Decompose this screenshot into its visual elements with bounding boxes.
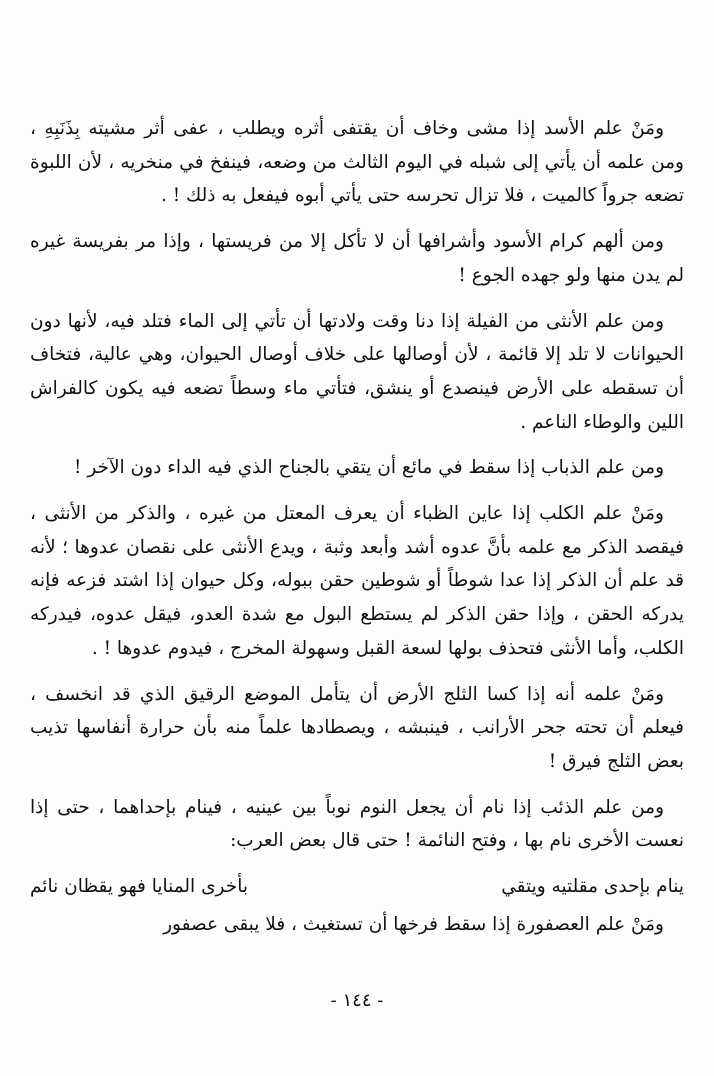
paragraph-fly: ومن علم الذباب إذا سقط في مائع أن يتقي بالجناح الذي فيه الداء دون الآخر ! — [74, 457, 664, 479]
verse-hemistich-first: ينام بإحدى مقلتيه ويتقي — [501, 876, 684, 898]
poetry-verse — [30, 870, 684, 904]
paragraph-dog: ومَنْ علم الكلب إذا عاين الظباء أن يعرف المعتل من غيره ، والذكر من الأنثى ، فيقصد الذكر مع علمه بأنَّ عدوه أشد وأبعد وثبة ، ويدع الأنثى على نقصان عدوها ؛ لأنه قد علم أن الذكر إذا عدا شوطاً أو شوطين حقن ببوله، وكل حيوان إذا اشتد فزعه فإنه يدركه الحقن ، وإذا حقن الذكر لم يستطع البول مع شدة العدو، فيقل عدوه، فيدركه الكلب، وأما الأنثى فتحذف بولها لسعة القبل وسهولة المخرج ، فيدوم عدوها ! . — [30, 503, 684, 659]
paragraph-snow-hares: ومَنْ علمه أنه إذا كسا الثلج الأرض أن يتأمل الموضع الرقيق الذي قد انخسف ، فيعلم أن تحته جحر الأرانب ، فينبشه ، ويصطادها علماً منه بأن حرارة أنفاسها تذيب بعض الثلج فيرق ! — [30, 683, 684, 772]
verse-hemistich-second: بأخرى المنايا فهو يقظان نائم — [30, 876, 248, 898]
paragraph-lion: ومَنْ علم الأسد إذا مشى وخاف أن يقتفى أثره ويطلب ، عفى أثر مشيته بِذَنَبِهِ ، ومن علمه أن يأتي إلى شبله في اليوم الثالث من وضعه، فينفخ في منخريه ، لأن اللبوة تضعه جرواً كالميت ، فلا تزال تحرسه حتى يأتي أبوه فيفعل به ذلك ! . — [30, 118, 684, 207]
body-text — [30, 112, 684, 941]
paragraph-noble-lions: ومن ألهم كرام الأسود وأشرافها أن لا تأكل إلا من فريستها ، وإذا مر بفريسة غيره لم يدن منها ولو جهده الجوع ! — [30, 231, 684, 286]
paragraph-sparrow: ومَنْ علم العصفورة إذا سقط فرخها أن تستغيث ، فلا يبقى عصفور — [163, 913, 664, 935]
paragraph-elephant: ومن علم الأنثى من الفيلة إذا دنا وقت ولادتها أن تأتي إلى الماء فتلد فيه، لأنها دون الحيوانات لا تلد إلا قائمة ، لأن أوصالها على خلاف أوصال الحيوان، وهي عالية، فتخاف أن تسقطه على الأرض فينصدع أو ينشق، فتأتي ماء وسطاً تضعه فيه يكون كالفراش اللين والوطاء الناعم . — [30, 310, 684, 433]
paragraph-wolf: ومن علم الذئب إذا نام أن يجعل النوم نوباً بين عينيه ، فينام بإحداهما ، حتى إذا نعست الأخرى نام بها ، وفتح النائمة ! حتى قال بعض العرب: — [30, 796, 684, 852]
page-number: - ١٤٤ - — [330, 990, 384, 1011]
